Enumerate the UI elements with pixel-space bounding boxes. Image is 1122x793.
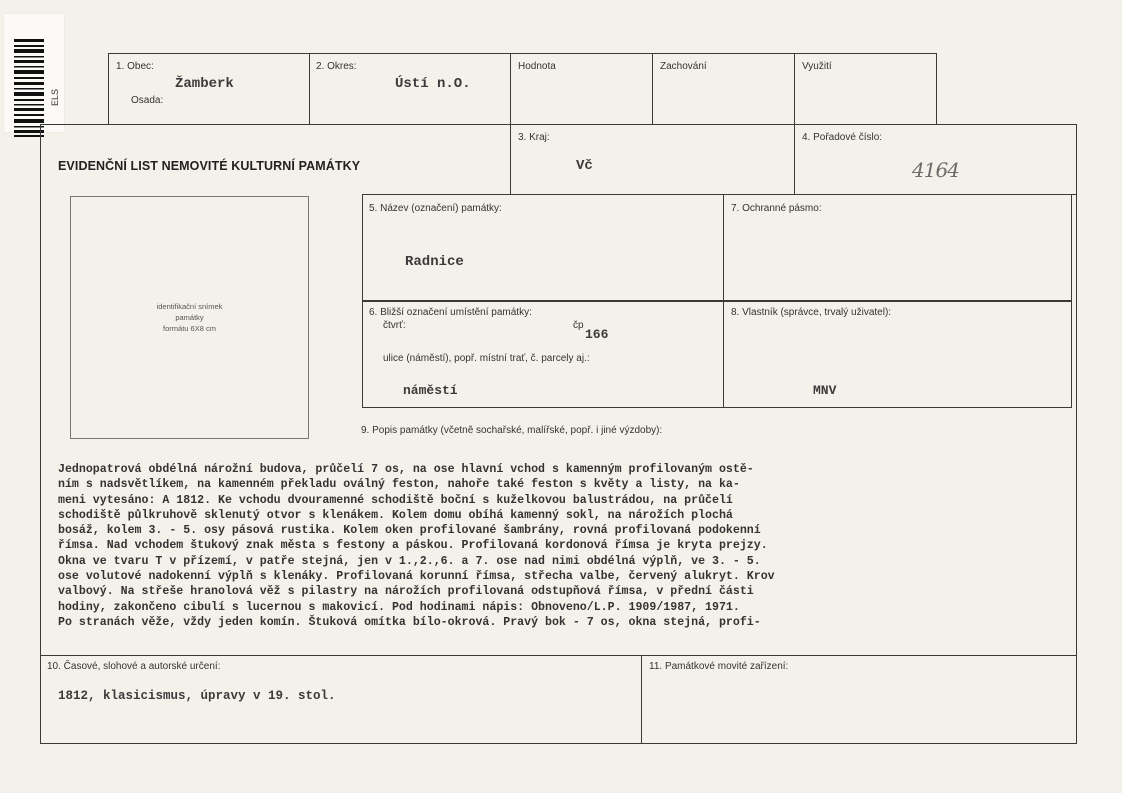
popis-line: meni vytesáno: A 1812. Ke vchodu dvouramenné schodiště boční s kuželkovou balustrádou, na průčelí (58, 493, 733, 507)
cp-value: 166 (585, 327, 609, 342)
obec-label: 1. Obec: (116, 61, 154, 72)
vlastnik-label: 8. Vlastník (správce, trvalý uživatel): (731, 307, 892, 318)
nazev-value: Radnice (405, 254, 464, 270)
popis-line: ním s nadsvětlíkem, na kamenném překladu oválný feston, nahoře také feston s květy a listy, na ka- (58, 478, 740, 492)
osada-label: Osada: (131, 95, 164, 106)
casove-urceni-label: 10. Časové, slohové a autorské určení: (47, 661, 221, 672)
okres-value: Ústí n.O. (395, 76, 471, 92)
barcode-label (4, 14, 64, 132)
ochranne-pasmo-label: 7. Ochranné pásmo: (731, 203, 822, 214)
ctvrt-label: čtvrť: (383, 320, 406, 331)
ulice-label: ulice (náměstí), popř. místní trať, č. parcely aj.: (383, 353, 590, 364)
zachovani-label: Zachování (660, 61, 707, 72)
popis-line: ose volutové nadokenní výplň s klenáky. Profilovaná korunní římsa, střecha valbe, červený alukryt. Krov (58, 570, 775, 584)
popis-line: římsa. Nad vchodem štukový znak města s festony a páskou. Profilovaná kordonová římsa je kryta prejzy. (58, 539, 768, 553)
els-label: ELS (50, 88, 60, 106)
kraj-label: 3. Kraj: (518, 132, 550, 143)
okres-label: 2. Okres: (316, 61, 357, 72)
vyuziti-label: Využití (802, 61, 832, 72)
popis-line: valbový. Na střeše hranolová věž s pilastry na nárožích profilovaná odstupňová římsa, v přední části (58, 585, 754, 599)
obec-value: Žamberk (175, 76, 234, 92)
hodnota-label: Hodnota (518, 61, 556, 72)
barcode-icon (14, 39, 44, 137)
umisteni-label: 6. Bližší označení umístění památky: (369, 307, 532, 318)
popis-line: schodiště půlkruhově sklenutý otvor s klenákem. Kolem domu obíhá kamenný sokl, na nárožích plochá (58, 508, 733, 522)
movite-zarizeni-label: 11. Památkové movité zařízení: (649, 661, 789, 672)
popis-label: 9. Popis památky (včetně sochařské, malířské, popř. i jiné výzdoby): (361, 425, 663, 436)
photo-caption: identifikační snímek památky formátu 6X8 cm (156, 302, 223, 333)
photo-placeholder (70, 196, 309, 439)
ulice-value: náměstí (403, 383, 458, 398)
poradove-cislo-value: 4164 (912, 158, 959, 182)
poradove-cislo-label: 4. Pořadové číslo: (802, 132, 883, 143)
popis-line: Jednopatrová obdélná nárožní budova, průčelí 7 os, na ose hlavní vchod s kamenným profilovaným ostě- (58, 463, 754, 476)
popis-line: hodiny, zakončeno cibulí s lucernou s makovicí. Pod hodinami nápis: Obnoveno/L.P. 1909/1987, 1971. (58, 600, 740, 614)
nazev-label: 5. Název (označení) památky: (369, 203, 502, 214)
vlastnik-value: MNV (813, 383, 837, 398)
form-title: EVIDENČNÍ LIST NEMOVITÉ KULTURNÍ PAMÁTKY (58, 159, 361, 173)
casove-urceni-value: 1812, klasicismus, úpravy v 19. stol. (58, 689, 336, 703)
popis-line: bosáž, kolem 3. - 5. osy pásová rustika. Kolem oken profilované šambrány, rovná profilovaná podokenní (58, 524, 761, 538)
popis-line: Okna ve tvaru T v přízemí, v patře stejná, jen v 1.,2.,6. a 7. ose nad nimi obdélná výplň, ve 3. - 5. (58, 554, 761, 568)
popis-text (58, 462, 1068, 630)
kraj-value: Vč (576, 158, 593, 174)
cp-label: čp (573, 320, 584, 331)
popis-line: Po stranách věže, vždy jeden komín. Štuková omítka bílo-okrová. Pravý bok - 7 os, okna stejná, profi- (58, 615, 761, 629)
